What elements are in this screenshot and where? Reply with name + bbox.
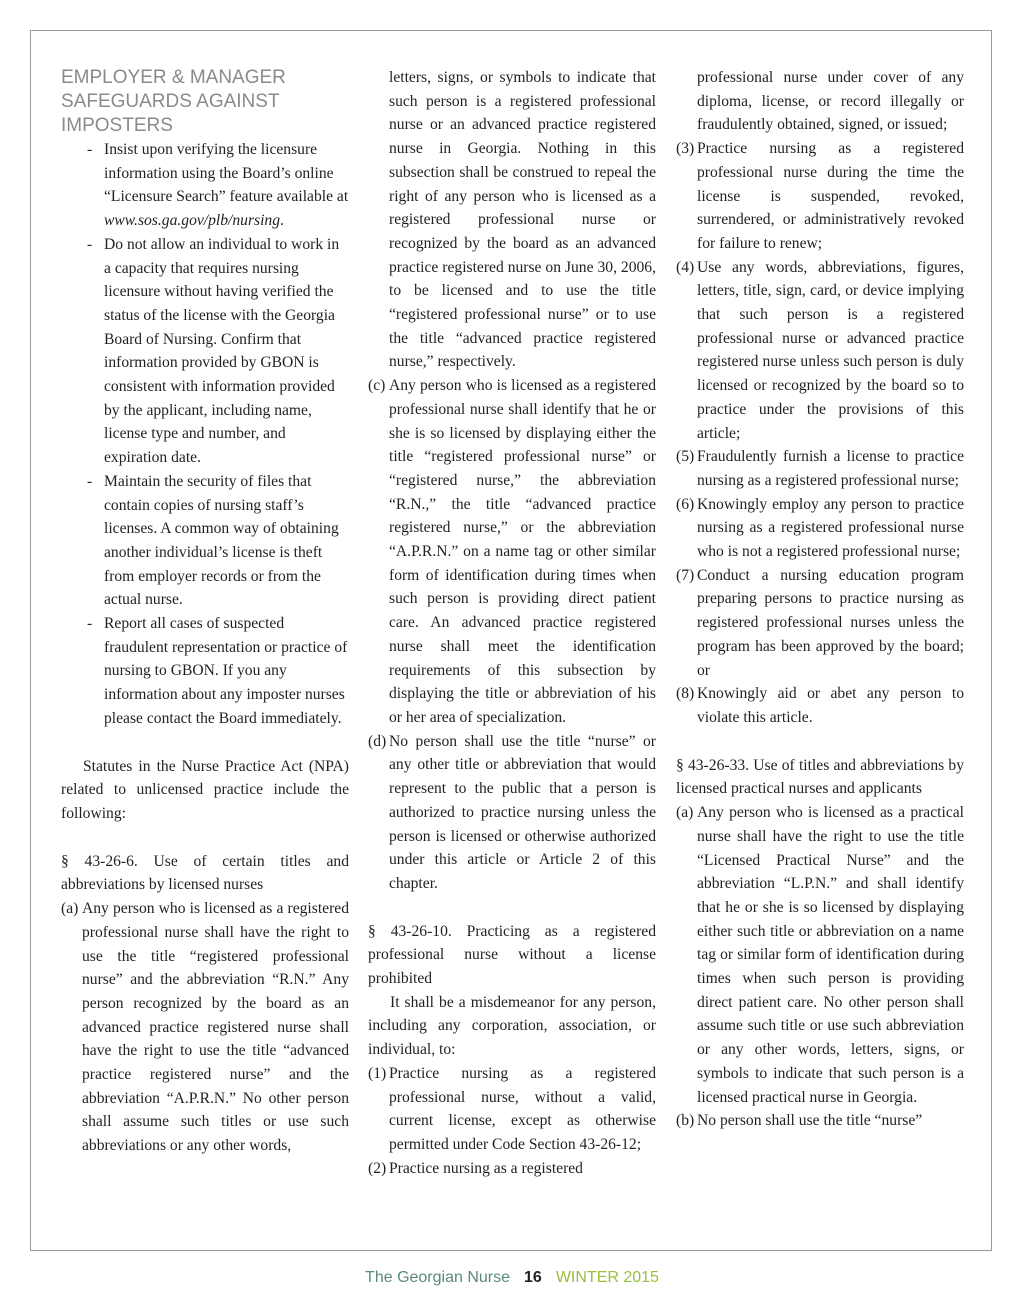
statute-item: (a) Any person who is licensed as a registered professional nurse shall have the right to use the title “registered professional nurse” and the abbreviation “R.N.” Any person recognized by the board as an advanced practice registered nurse shall have the right to use the title “advanced practice registered nurse” and the abbreviation “A.P.R.N.” No other person shall assume such titles or use such abbreviations or any other words,	[61, 900, 349, 1155]
bullet-item: - Do not allow an individual to work in a capacity that requires nursing licensure without having verified the status of the license with the Georgia Board of Nursing. Confirm that information provided by GBON is consistent with information provided by the applicant, including name, license type and number, and expiration date.	[87, 235, 340, 467]
sidebar-heading: EMPLOYER & MANAGER SAFEGUARDS AGAINST IMPOSTERS	[61, 67, 286, 136]
statute-item: (a) Any person who is licensed as a practical nurse shall have the right to use the title “Licensed Practical Nurse” and the abbreviation “L.P.N.” and shall identify that he or she is so licensed by displaying either such title or abbreviation on a name tag or similar form of identification during times when such person is providing direct patient care. No other person shall assume such title or use such abbreviation or any other words, letters, signs, or symbols to indicate that such person is a licensed practical nurse in Georgia.	[676, 804, 964, 1106]
statute-item: (2) Practice nursing as a registered	[368, 1159, 583, 1177]
section-title: § 43-26-6. Use of certain titles and abbreviations by licensed nurses	[61, 852, 349, 894]
statute-item: (6) Knowingly employ any person to practice nursing as a registered professional nurse who is not a registered professional nurse;	[676, 495, 964, 561]
statute-item: (8) Knowingly aid or abet any person to violate this article.	[676, 685, 964, 726]
statute-item: (c) Any person who is licensed as a registered professional nurse shall identify that he or she is so licensed by displaying either the title “registered professional nurse” or “registered nurse,” the abbreviation “R.N.,” the title “advanced practice registered nurse,” or the abbreviation “A.P.R.N.” on a name tag or other similar form of identification during times when such person is providing direct patient care. An advanced practice registered nurse shall meet the identification requirements of this subsection by displaying the title or abbreviation of his or her area of specialization.	[368, 377, 656, 726]
statute-item: (5) Fraudulently furnish a license to practice nursing as a registered professional nurse;	[676, 448, 964, 489]
statute-item: (7) Conduct a nursing education program preparing persons to practice nursing as registered professional nurses unless the program has been approved by the board; or	[676, 566, 964, 679]
statute-item: (1) Practice nursing as a registered professional nurse, without a valid, current license, except as otherwise permitted under Code Section 43-26-12;	[368, 1064, 656, 1153]
statute-item-continued: letters, signs, or symbols to indicate that such person is a registered professional nurse or an advanced practice registered nurse in Georgia. Nothing in this subsection shall be construed to repeal the right of any person who is licensed as a registered professional nurse or recognized by the board as an advanced practice registered nurse on June 30, 2006, to be licensed and to use the title “registered professional nurse” or to use the title “advanced practice registered nurse,” respectively.	[389, 69, 656, 371]
statute-item: (b) No person shall use the title “nurse”	[676, 1112, 923, 1130]
section-title: § 43-26-10. Practicing as a registered professional nurse without a license prohibited	[368, 922, 656, 988]
issue-label: WINTER 2015	[555, 1269, 659, 1286]
magazine-name: The Georgian Nurse	[365, 1269, 511, 1286]
statutes-intro: Statutes in the Nurse Practice Act (NPA) related to unlicensed practice include the following:	[61, 757, 349, 822]
column-1	[61, 66, 349, 1158]
bullet-item: - Maintain the security of files that contain copies of nursing staff’s licenses. A common way of obtaining another individual’s license is theft from employer records or from the actual nurse.	[87, 472, 339, 609]
bullet-item: - Insist upon verifying the licensure information using the Board’s online “Licensure Search” feature available at www.sos.ga.gov/plb/nursing.	[87, 141, 349, 230]
column-2	[368, 66, 656, 1180]
page-footer	[0, 1268, 1024, 1288]
licensure-search-link[interactable]: www.sos.ga.gov/plb/nursing	[104, 212, 281, 230]
statute-item: (4) Use any words, abbreviations, figures, letters, title, sign, card, or device implying that such person is a registered professional nurse or advanced practice registered nurse unless such person is duly licensed or recognized by the board so to practice under the provisions of this article;	[676, 258, 964, 442]
statute-item-continued: professional nurse under cover of any diploma, license, or record illegally or fraudulently obtained, signed, or issued;	[697, 69, 964, 134]
page-number: 16	[524, 1269, 542, 1286]
bullet-item: - Report all cases of suspected fraudulent representation or practice of nursing to GBON. If you any information about any imposter nurses please contact the Board immediately.	[87, 615, 348, 727]
section-intro: It shall be a misdemeanor for any person, including any corporation, association, or individual, to:	[368, 993, 656, 1059]
statute-item: (d) No person shall use the title “nurse” or any other title or abbreviation that would represent to the public that a person is authorized to practice nursing unless the person is licensed or otherwise authorized under this article or Article 2 of this chapter.	[368, 732, 656, 892]
column-3	[676, 66, 964, 1133]
section-title: § 43-26-33. Use of titles and abbreviations by licensed practical nurses and applicants	[676, 756, 964, 798]
statute-item: (3) Practice nursing as a registered professional nurse during the time the license is suspended, revoked, surrendered, or administratively revoked for failure to renew;	[676, 140, 964, 252]
